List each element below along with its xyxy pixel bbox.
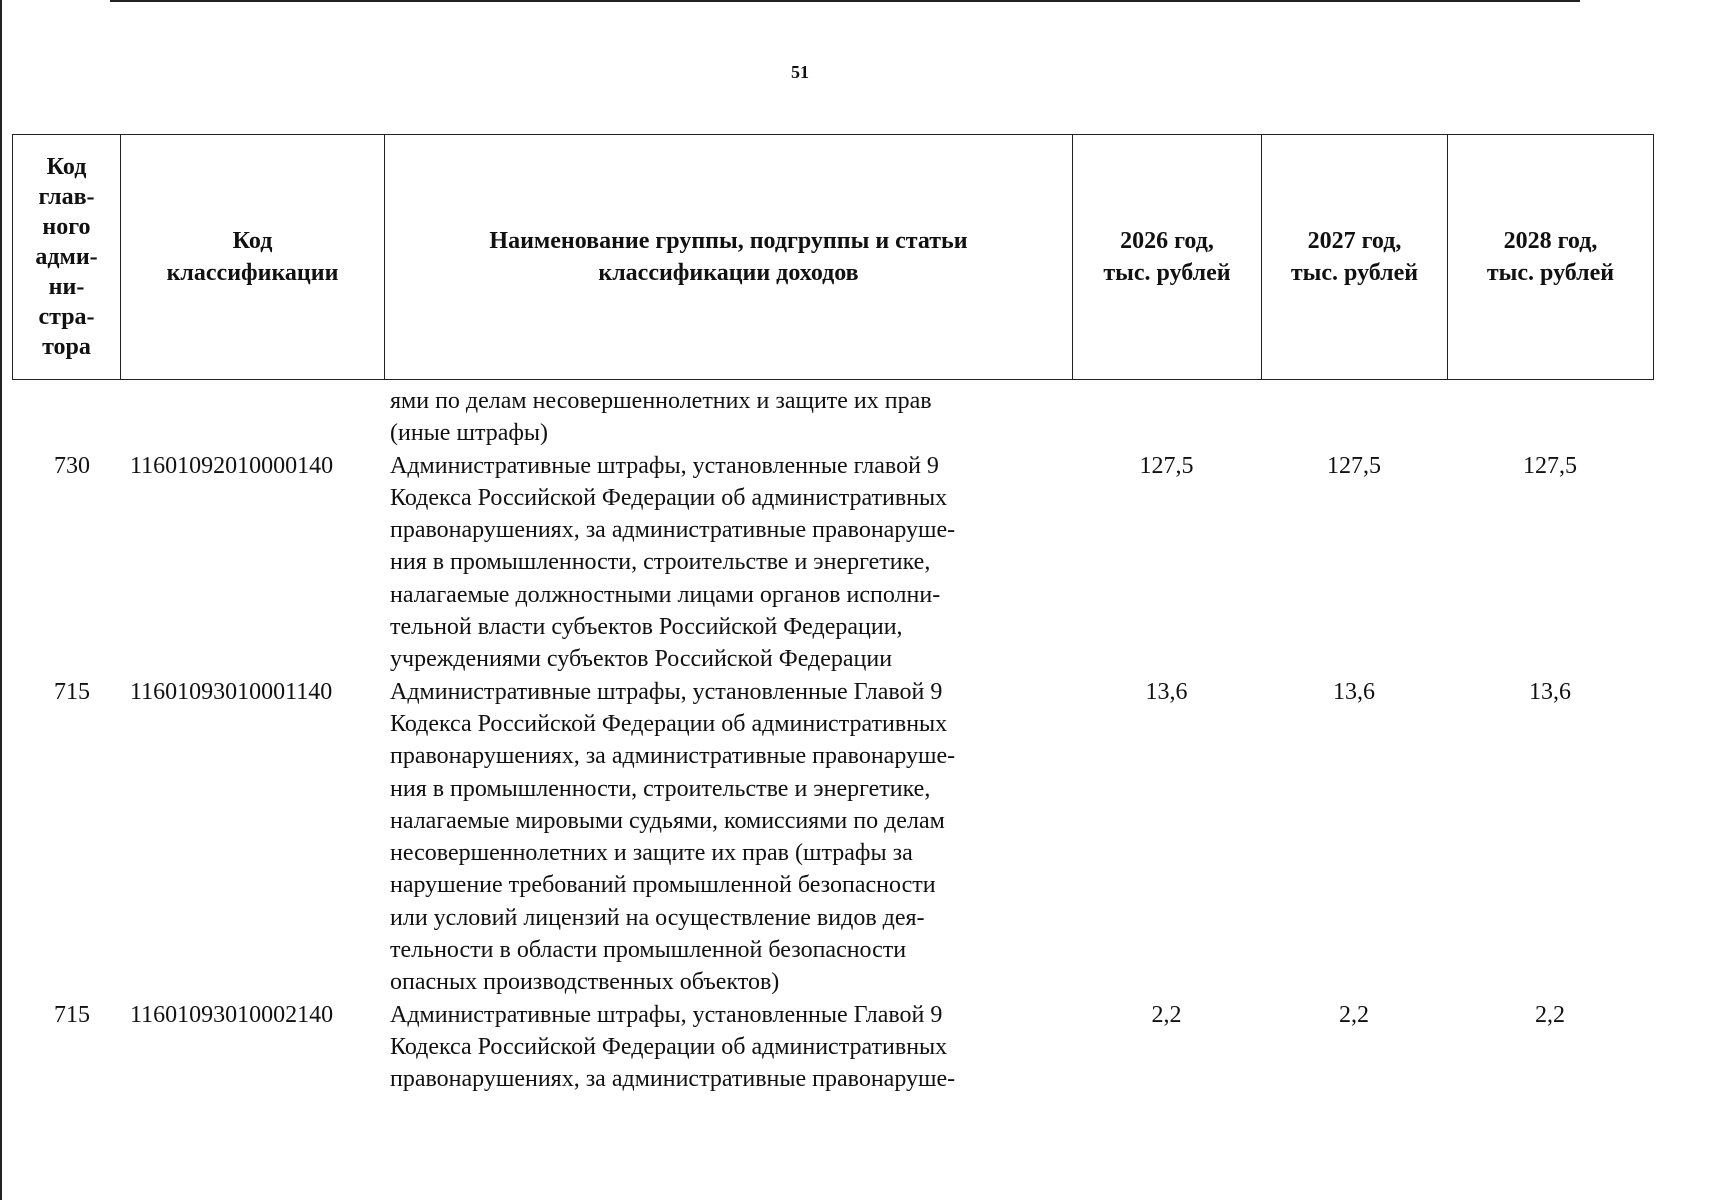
name-cell: Административные штрафы, установленные Главой 9 Кодекса Российской Федерации об административных правонарушениях, за административные правонаруше- ния в промышленности, строительстве и энергетике, налагаемые мировыми судьями, комиссиями по делам несовершеннолетних и защите их прав (штрафы за нарушение требований промышленной безопасности или условий лицензий на осуществление видов дея- тельности в области промышленной безопасности опасных производственных объектов)	[390, 678, 956, 996]
value-2028-cell: 127,5	[1523, 452, 1577, 479]
classification-code-cell	[120, 385, 384, 450]
name-cell: ями по делам несовершеннолетних и защите их прав (иные штрафы)	[390, 388, 932, 447]
admin-code-cell: 730	[54, 452, 90, 479]
table-row	[12, 676, 1653, 999]
value-2026-cell: 2,2	[1151, 1001, 1182, 1028]
value-2027-cell: 2,2	[1339, 1001, 1369, 1028]
admin-code-cell: 715	[54, 678, 90, 705]
header-year-2027: 2027 год, тыс. рублей	[1262, 135, 1448, 380]
classification-code-cell: 11601092010000140	[130, 452, 334, 479]
value-2027-cell: 13,6	[1333, 678, 1375, 705]
name-cell: Административные штрафы, установленные Главой 9 Кодекса Российской Федерации об административных правонарушениях, за административные правонаруше-	[390, 1001, 956, 1093]
table-row	[12, 385, 1653, 450]
name-cell: Административные штрафы, установленные главой 9 Кодекса Российской Федерации об административных правонарушениях, за административные правонаруше- ния в промышленности, строительстве и энергетике, налагаемые должностными лицами органов исполни- тельной власти субъектов Российской Федерации, учреждениями субъектов Российской Федерации	[390, 452, 956, 673]
classification-code-cell: 11601093010001140	[130, 678, 333, 705]
top-border-line	[110, 0, 1580, 2]
value-2026-cell: 13,6	[1145, 678, 1188, 705]
value-2027-cell: 127,5	[1327, 452, 1381, 479]
header-name: Наименование группы, подгруппы и статьи классификации доходов	[385, 135, 1073, 380]
classification-code-cell: 11601093010002140	[130, 1001, 334, 1028]
admin-code-cell: 715	[54, 1001, 90, 1028]
value-2028-cell: 2,2	[1535, 1001, 1565, 1028]
header-admin-code: Код глав- ного адми- ни- стра- тора	[13, 135, 121, 380]
header-classification-code: Код классификации	[121, 135, 385, 380]
admin-code-cell	[12, 385, 120, 450]
table-body	[12, 385, 1653, 1096]
value-2027-cell	[1261, 385, 1447, 450]
table-row	[12, 999, 1653, 1096]
value-2026-cell: 127,5	[1139, 452, 1194, 479]
value-2026-cell	[1072, 385, 1261, 450]
header-year-2026: 2026 год, тыс. рублей	[1073, 135, 1262, 380]
page-number: 51	[791, 62, 809, 82]
value-2028-cell: 13,6	[1529, 678, 1571, 705]
header-year-2028: 2028 год, тыс. рублей	[1448, 135, 1654, 380]
value-2028-cell	[1447, 385, 1653, 450]
table-row	[12, 450, 1653, 676]
left-border-line	[0, 0, 2, 1200]
table-header	[12, 134, 1654, 380]
